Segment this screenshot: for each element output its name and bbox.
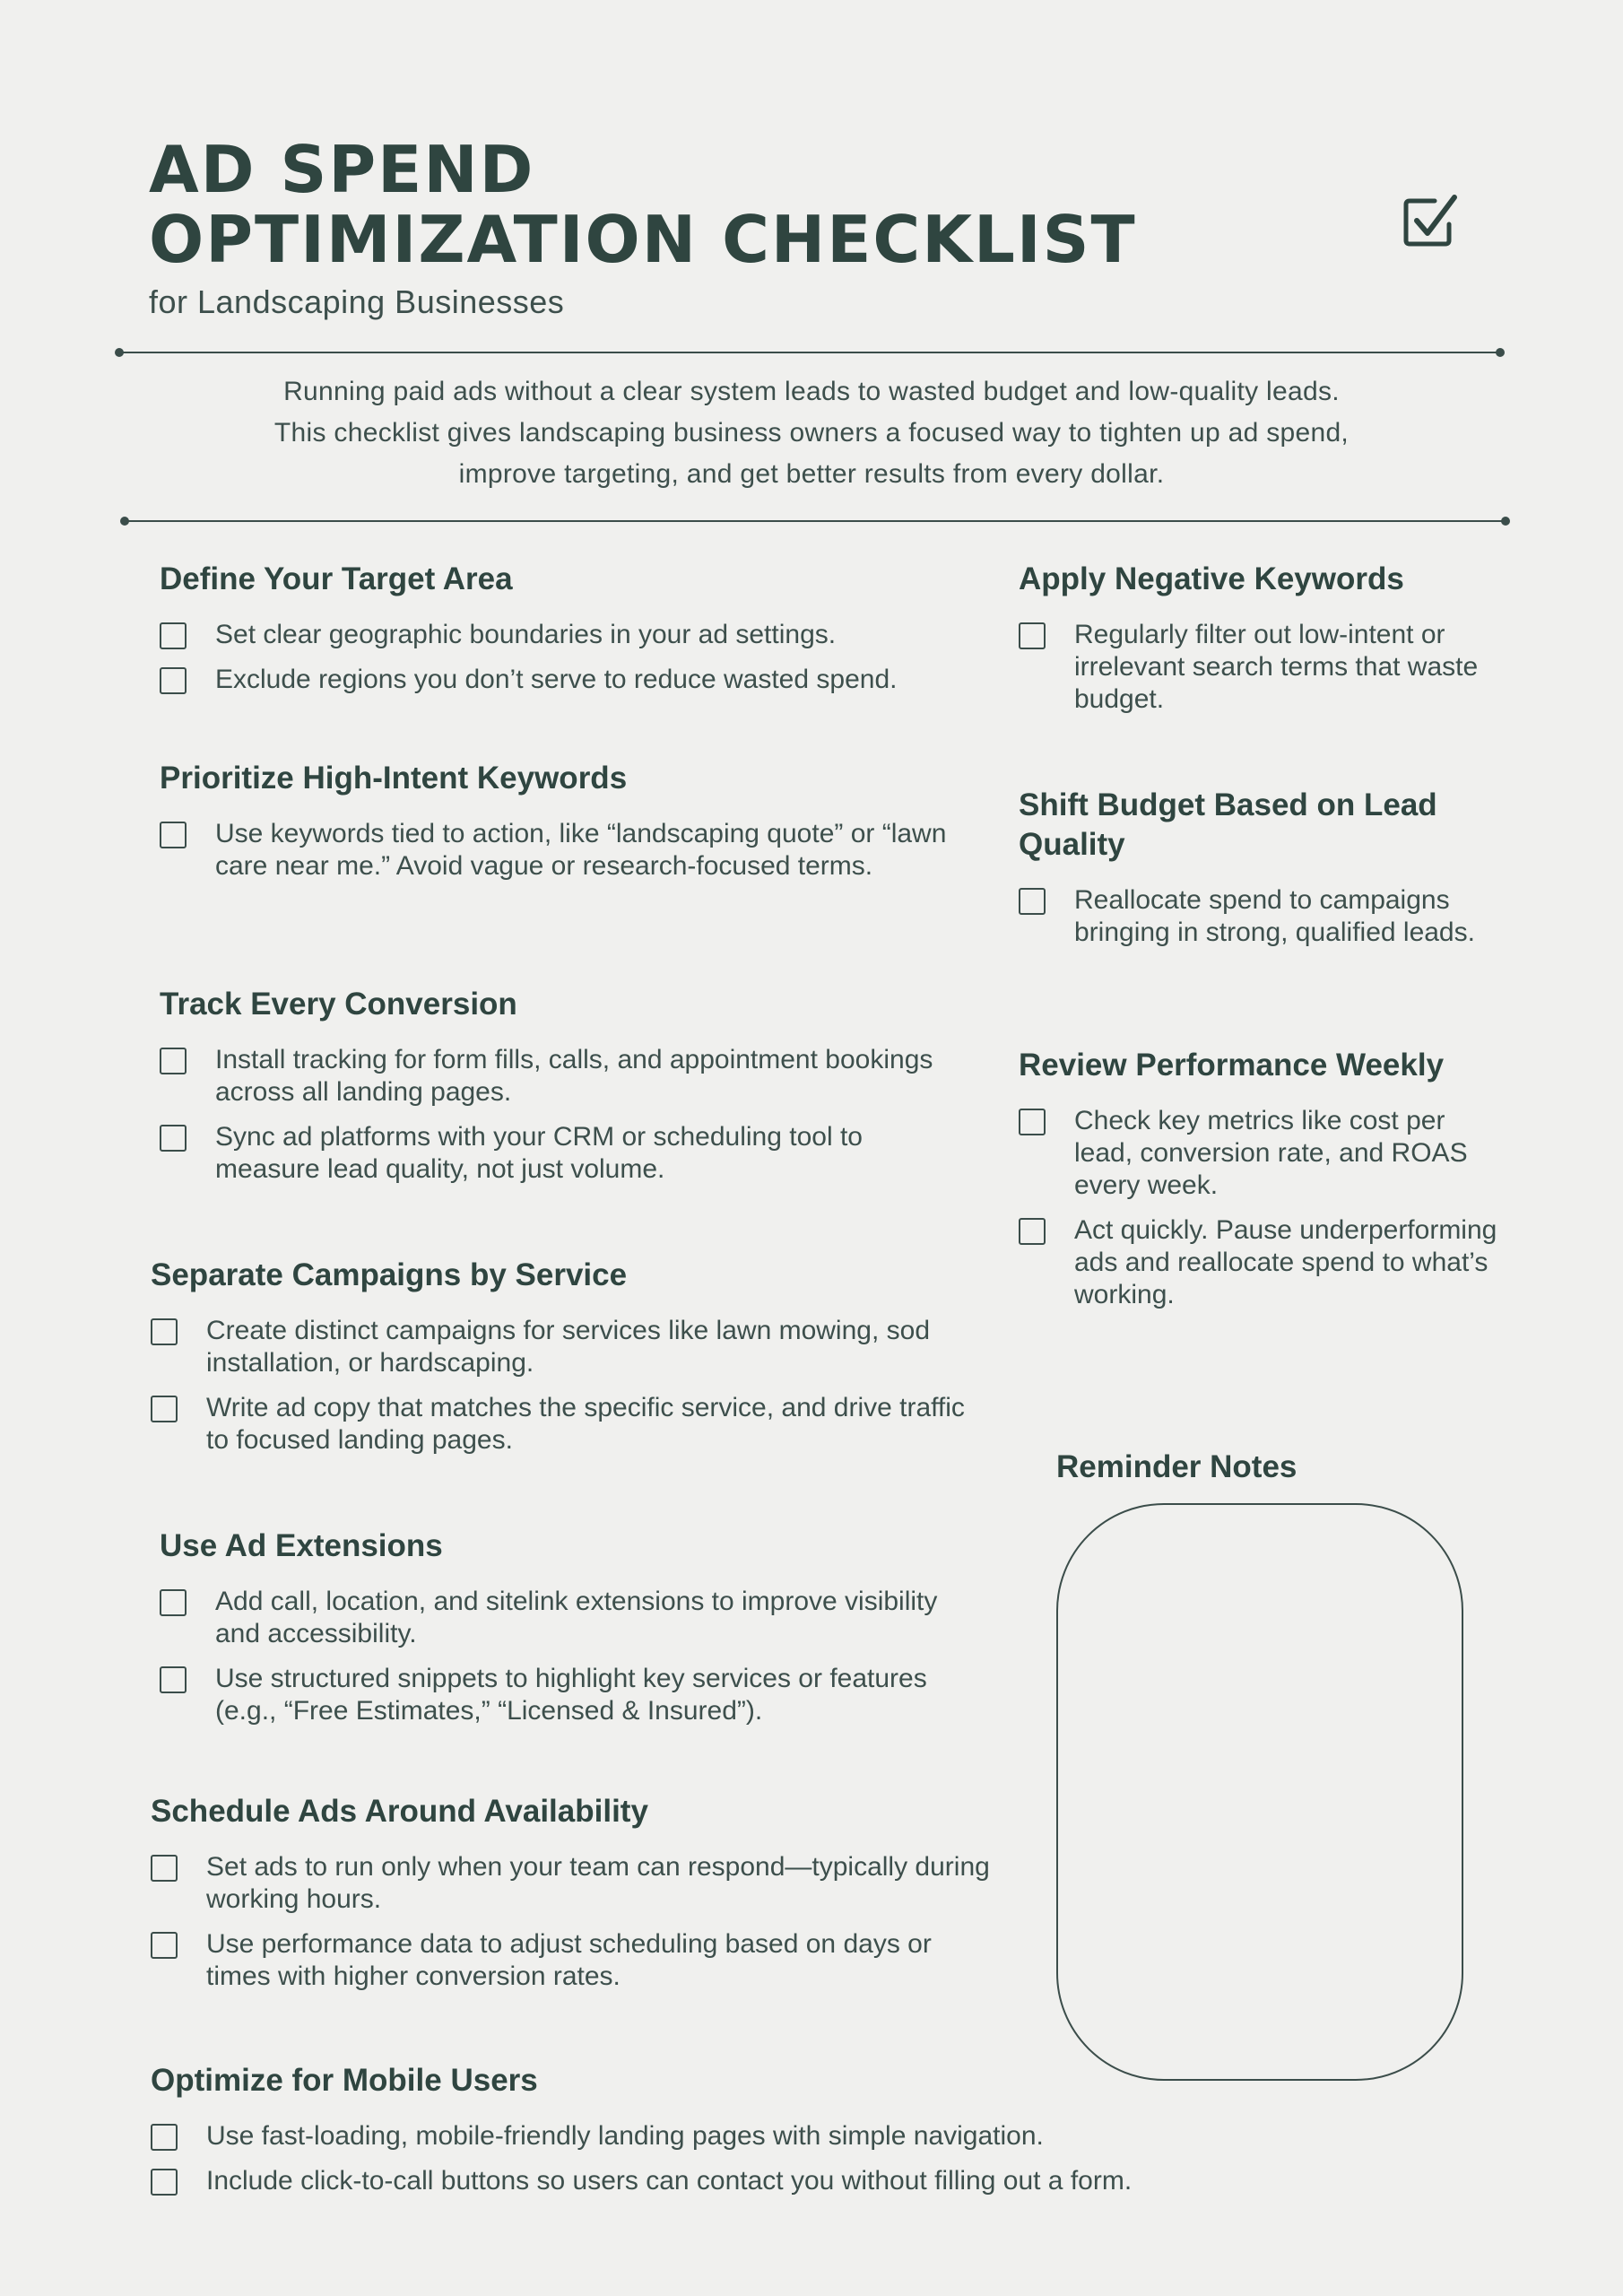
item-text: Sync ad platforms with your CRM or scheduling tool to measure lead quality, not just volume. — [215, 1122, 863, 1184]
checkbox-icon[interactable] — [151, 1396, 178, 1422]
checklist-item[interactable] — [160, 818, 985, 883]
item-text: Reallocate spend to campaigns bringing in strong, qualified leads. — [1074, 885, 1475, 947]
checked-box-icon — [1399, 190, 1462, 253]
item-text: Write ad copy that matches the specific service, and drive traffic to focused landing pages. — [206, 1393, 965, 1455]
item-text: Set ads to run only when your team can respond—typically during working hours. — [206, 1852, 990, 1914]
section-review — [1019, 1046, 1503, 1324]
section-negative-keywords — [1019, 560, 1503, 728]
checklist-item[interactable] — [151, 2120, 1478, 2152]
intro-paragraph — [161, 371, 1462, 495]
checklist-item[interactable] — [1019, 884, 1503, 949]
checkbox-icon[interactable] — [160, 1125, 187, 1152]
checklist-item[interactable] — [160, 1044, 967, 1109]
checkbox-icon[interactable] — [160, 1666, 187, 1693]
checkbox-icon[interactable] — [1019, 1109, 1046, 1135]
item-text: Act quickly. Pause underperforming ads and reallocate spend to what’s working. — [1074, 1215, 1497, 1309]
title-line-2: OPTIMIZATION CHECKLIST — [149, 202, 1137, 277]
item-text: Create distinct campaigns for services like lawn mowing, sod installation, or hardscaping. — [206, 1316, 930, 1378]
page-title — [149, 132, 1137, 277]
checkbox-icon[interactable] — [151, 2169, 178, 2196]
section-target-area — [160, 560, 1002, 709]
checkbox-icon[interactable] — [151, 1932, 178, 1959]
section-budget — [1019, 786, 1503, 961]
checkbox-icon[interactable] — [1019, 888, 1046, 915]
section-title: Shift Budget Based on Lead Quality — [1019, 787, 1437, 862]
checkbox-icon[interactable] — [151, 2124, 178, 2151]
section-conversion — [160, 985, 967, 1198]
checkbox-icon[interactable] — [151, 1855, 178, 1882]
section-title: Prioritize High-Intent Keywords — [160, 761, 628, 796]
checklist-item[interactable] — [151, 1315, 994, 1379]
item-text: Use keywords tied to action, like “landscaping quote” or “lawn care near me.” Avoid vague or research-focused terms. — [215, 819, 947, 881]
section-title: Use Ad Extensions — [160, 1528, 443, 1563]
section-extensions — [160, 1526, 967, 1740]
checklist-item[interactable] — [1019, 1105, 1503, 1202]
section-title: Define Your Target Area — [160, 561, 513, 596]
section-schedule — [151, 1792, 994, 2005]
intro-line: improve targeting, and get better results from every dollar. — [458, 459, 1165, 489]
section-title: Review Performance Weekly — [1019, 1048, 1445, 1083]
checkbox-icon[interactable] — [1019, 1218, 1046, 1245]
reminder-notes-title: Reminder Notes — [1056, 1449, 1298, 1484]
item-text: Regularly filter out low-intent or irrelevant search terms that waste budget. — [1074, 620, 1479, 714]
item-text: Include click-to-call buttons so users can contact you without filling out a form. — [206, 2166, 1133, 2196]
bottom-divider — [124, 520, 1506, 522]
section-title: Track Every Conversion — [160, 987, 517, 1022]
section-keywords — [160, 759, 985, 895]
checkbox-icon[interactable] — [160, 622, 187, 649]
top-divider — [118, 352, 1501, 353]
title-line-1: AD SPEND — [149, 132, 535, 207]
reminder-notes-box[interactable] — [1056, 1503, 1463, 2081]
item-text: Set clear geographic boundaries in your ad settings. — [215, 620, 837, 649]
checklist-item[interactable] — [151, 2165, 1478, 2197]
item-text: Check key metrics like cost per lead, conversion rate, and ROAS every week. — [1074, 1106, 1468, 1200]
checklist-item[interactable] — [151, 1928, 994, 1993]
item-text: Install tracking for form fills, calls, and appointment bookings across all landing pages. — [215, 1045, 933, 1107]
section-title: Apply Negative Keywords — [1019, 561, 1404, 596]
intro-line: Running paid ads without a clear system leads to wasted budget and low-quality leads. — [283, 377, 1340, 406]
checkbox-icon[interactable] — [160, 1048, 187, 1074]
checklist-item[interactable] — [160, 664, 1002, 696]
item-text: Exclude regions you don’t serve to reduce wasted spend. — [215, 665, 898, 694]
intro-line: This checklist gives landscaping business owners a focused way to tighten up ad spend, — [273, 418, 1350, 448]
page-subtitle: for Landscaping Businesses — [149, 283, 565, 320]
item-text: Use performance data to adjust scheduling based on days or times with higher conversion rates. — [206, 1929, 932, 1991]
checkbox-icon[interactable] — [151, 1318, 178, 1345]
checklist-item[interactable] — [160, 619, 1002, 651]
item-text: Use fast-loading, mobile-friendly landing pages with simple navigation. — [206, 2121, 1044, 2151]
checklist-item[interactable] — [160, 1586, 967, 1650]
checklist-item[interactable] — [1019, 1214, 1503, 1311]
checklist-item[interactable] — [160, 1121, 967, 1186]
checkbox-icon[interactable] — [160, 1589, 187, 1616]
checklist-item[interactable] — [1019, 619, 1503, 716]
section-title: Optimize for Mobile Users — [151, 2063, 538, 2098]
section-title: Schedule Ads Around Availability — [151, 1794, 648, 1829]
checkbox-icon[interactable] — [1019, 622, 1046, 649]
section-mobile — [151, 2061, 1478, 2210]
checklist-item[interactable] — [151, 1851, 994, 1916]
item-text: Use structured snippets to highlight key services or features (e.g., “Free Estimates,” “Licensed & Insured”). — [215, 1664, 927, 1726]
checklist-item[interactable] — [160, 1663, 967, 1727]
checkbox-icon[interactable] — [160, 822, 187, 848]
item-text: Add call, location, and sitelink extensions to improve visibility and accessibility. — [215, 1587, 938, 1648]
checkbox-icon[interactable] — [160, 667, 187, 694]
section-title: Separate Campaigns by Service — [151, 1257, 628, 1292]
section-campaigns — [151, 1256, 994, 1469]
checklist-item[interactable] — [151, 1392, 994, 1457]
